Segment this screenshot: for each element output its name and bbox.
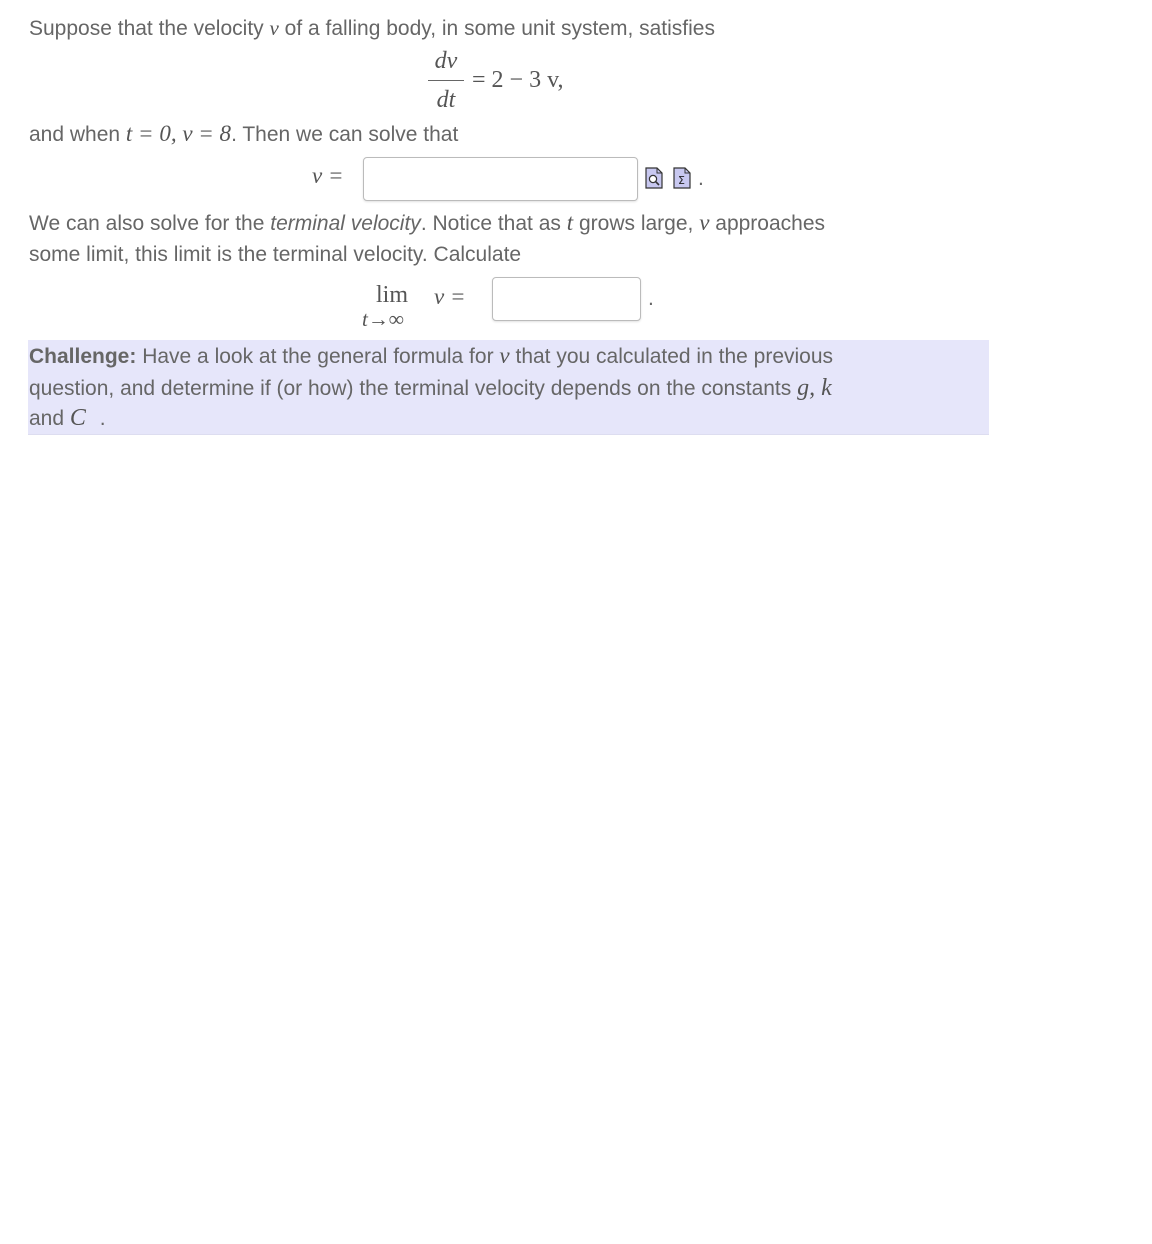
math-var-v: v [499,343,510,368]
equation-rhs: = 2 − 3 v, [472,67,564,93]
challenge-box [28,340,989,435]
fraction-bar [428,80,464,81]
terminal-text-line1: We can also solve for the terminal velocity. Notice that as t grows large, v approaches [29,210,826,235]
equation-editor-icon[interactable] [673,167,691,189]
terminal-velocity-input[interactable] [492,277,641,321]
answer-v-label: v = [312,163,344,188]
velocity-answer-input[interactable] [363,157,638,201]
initial-condition-text: and when t = 0, v = 8. Then we can solve that [29,121,459,146]
challenge-label: Challenge: [29,345,137,368]
fraction-numerator: dv [434,48,458,74]
math-var-t: t [566,210,574,235]
intro-text: Suppose that the velocity v of a falling body, in some unit system, satisfies [29,16,715,40]
math-constant-c: C [69,405,86,431]
terminal-text-line2: some limit, this limit is the terminal velocity. Calculate [29,243,522,266]
limit-v-label: v = [434,284,466,309]
math-var-v: v [699,210,710,235]
challenge-line3: and C . [29,405,106,431]
fraction-dv-dt [428,46,464,115]
limit-operator: lim [376,282,409,308]
fraction-denominator: dt [436,87,456,113]
math-var-v: v [269,16,279,40]
svg-text:Σ: Σ [678,174,685,187]
answer2-period: . [648,287,654,310]
terminal-velocity-emphasis: terminal velocity [270,212,421,235]
limit-subscript: t→∞ [362,307,404,331]
challenge-line1: Challenge: Have a look at the general formula for v that you calculated in the previous [29,343,834,368]
preview-icon[interactable] [645,167,663,189]
initial-condition-math: t = 0, v = 8 [125,121,232,146]
answer1-period: . [698,167,704,190]
challenge-line2: question, and determine if (or how) the terminal velocity depends on the constants g, k [29,375,832,401]
math-constants-g-k: g, k [797,375,832,401]
